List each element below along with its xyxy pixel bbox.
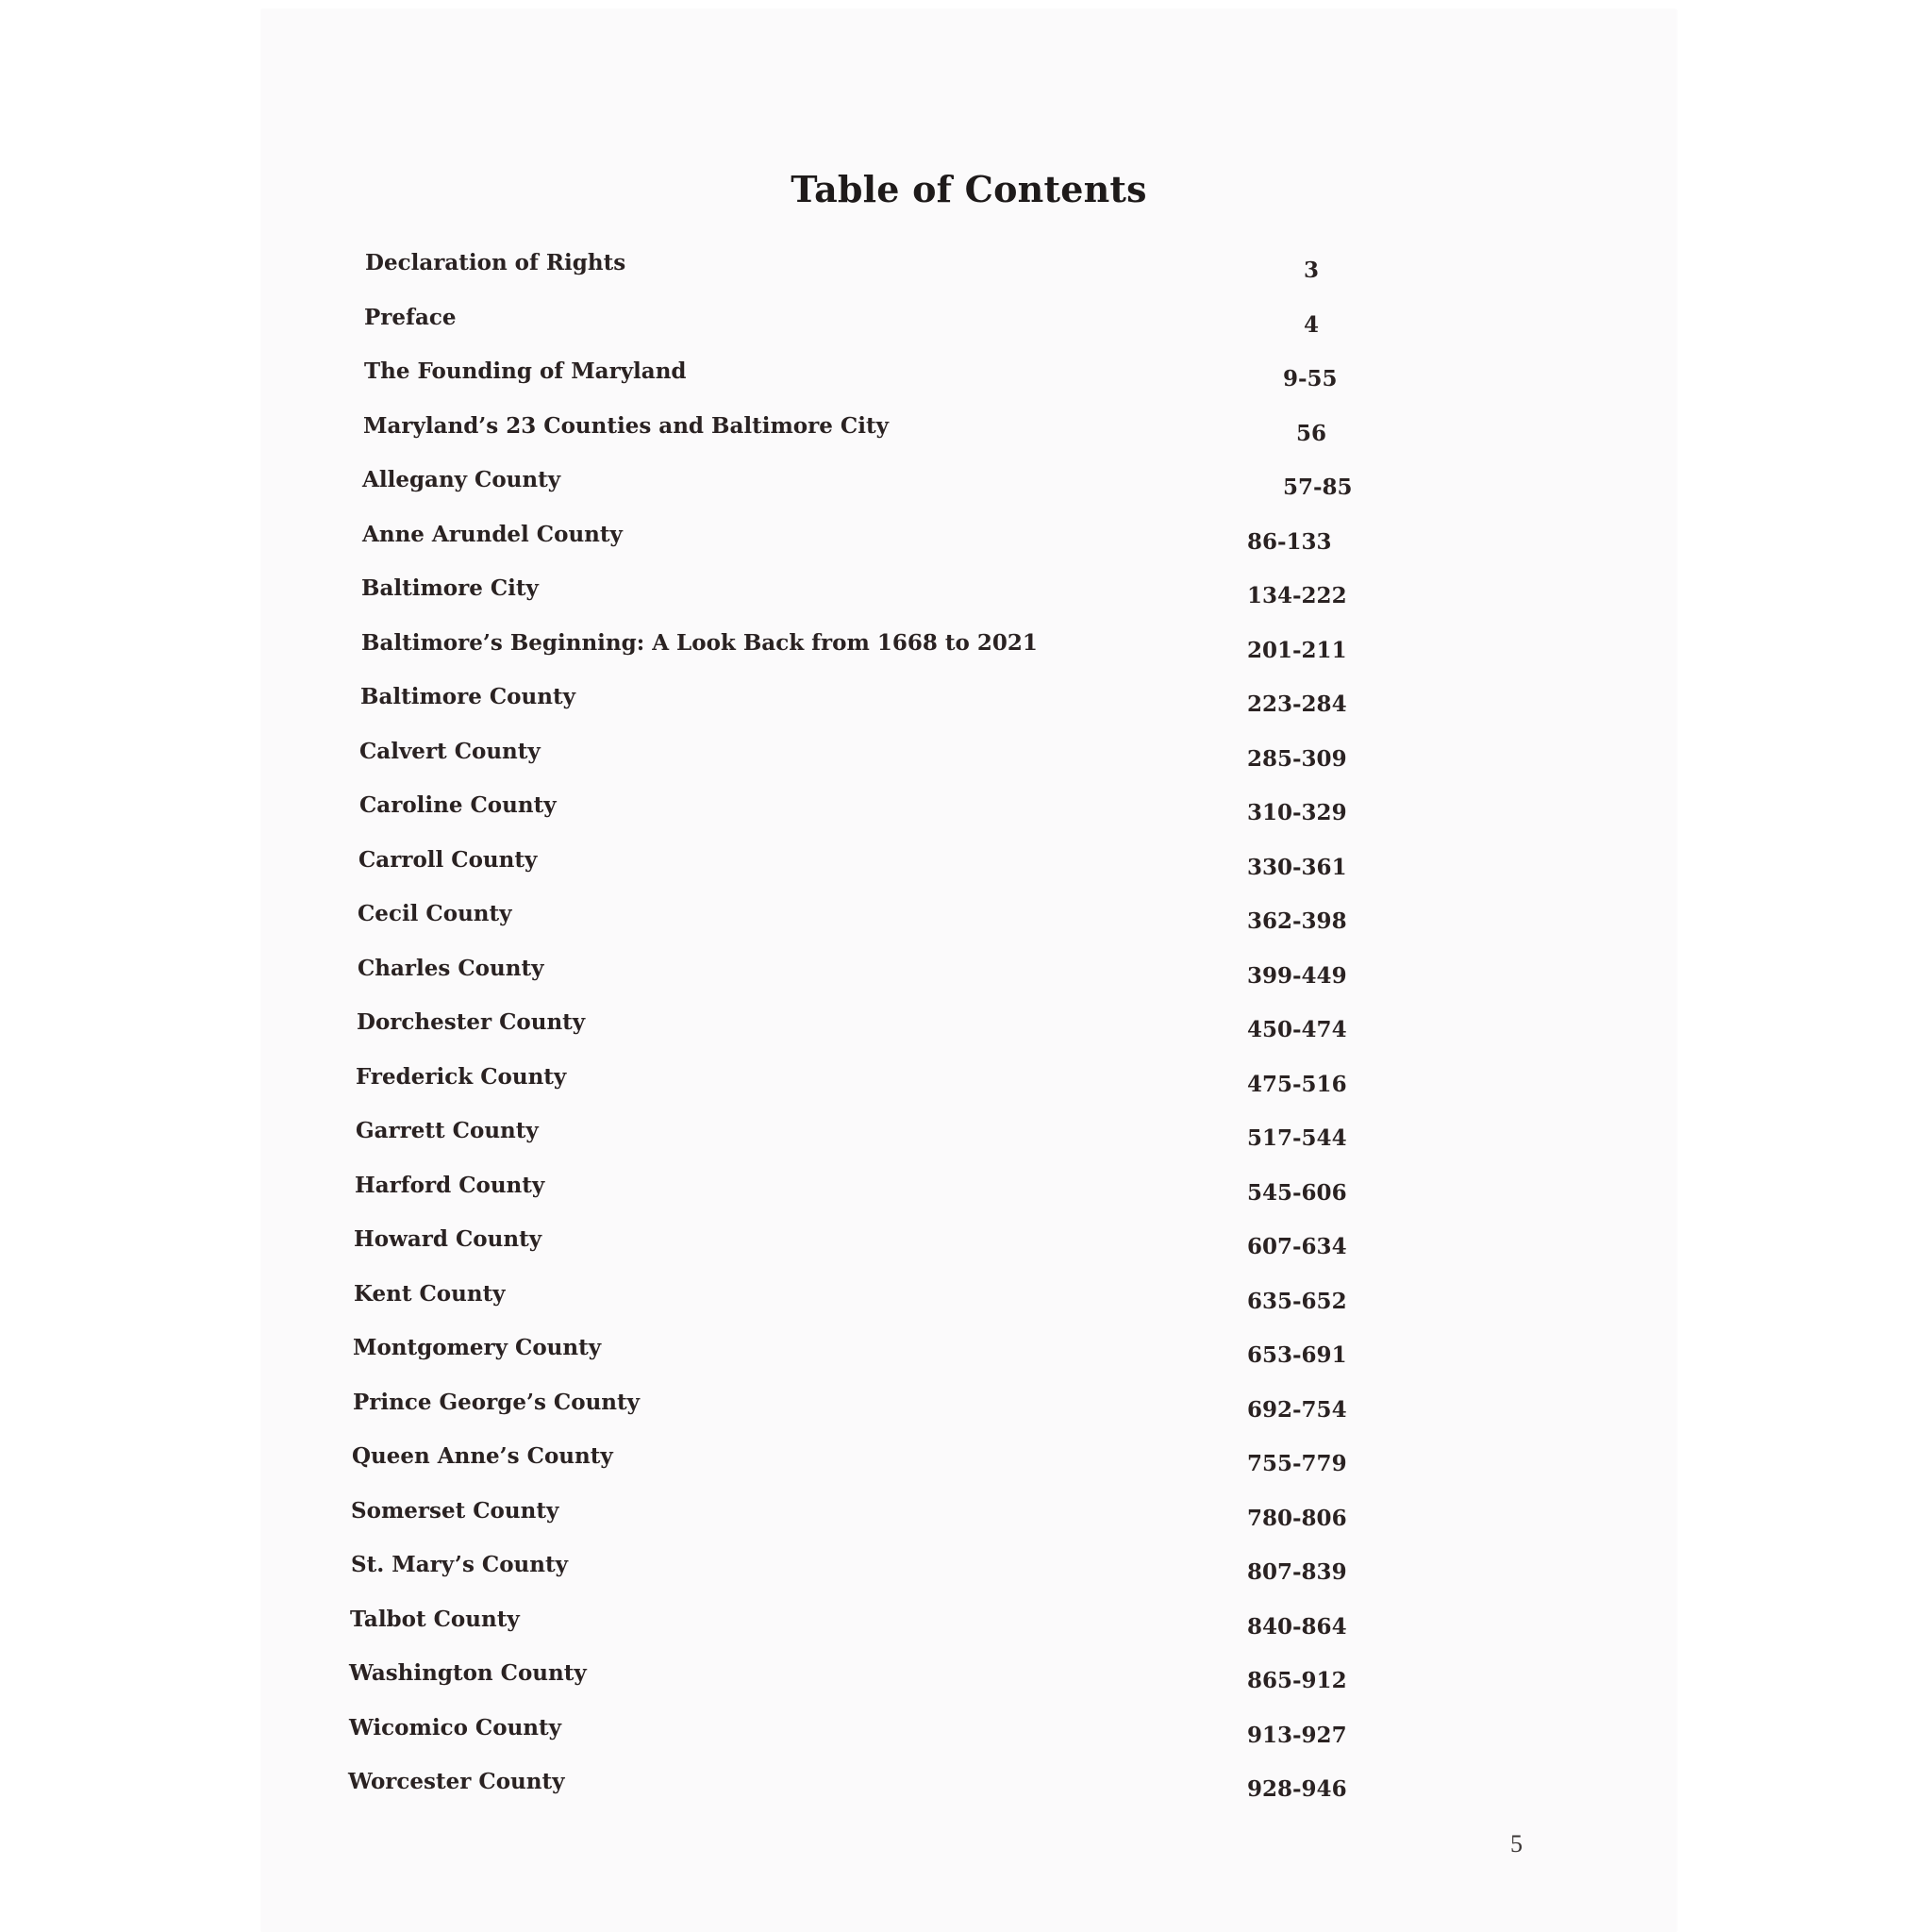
toc-entry-pages: 865-912 [1247, 1668, 1347, 1693]
toc-entry [261, 1769, 1676, 1816]
toc-entry-title: Maryland’s 23 Counties and Baltimore City [363, 413, 889, 439]
toc-entry [261, 1607, 1676, 1654]
toc-entry-title: St. Mary’s County [351, 1552, 568, 1577]
toc-entry-pages: 86-133 [1247, 529, 1332, 555]
toc-entry-title: Prince George’s County [353, 1390, 641, 1415]
toc-entry [261, 1443, 1676, 1491]
toc-entry-pages: 607-634 [1247, 1234, 1347, 1259]
toc-entry [261, 1390, 1676, 1437]
toc-entry [261, 1226, 1676, 1274]
toc-entry-title: Baltimore County [360, 684, 575, 709]
toc-entry-title: Wicomico County [349, 1715, 562, 1740]
toc-entry [261, 1715, 1676, 1762]
toc-entry [261, 1660, 1676, 1707]
toc-entry [261, 1335, 1676, 1382]
toc-entry-pages: 545-606 [1247, 1180, 1347, 1206]
toc-entry [261, 1009, 1676, 1057]
toc-entry [261, 1118, 1676, 1165]
toc-entry [261, 1552, 1676, 1599]
toc-entry [261, 792, 1676, 840]
toc-entry-pages: 330-361 [1247, 855, 1347, 880]
toc-entry-title: Charles County [358, 956, 544, 981]
toc-entry-title: Preface [364, 305, 457, 330]
toc-entry-title: The Founding of Maryland [364, 358, 687, 384]
toc-entry-pages: 56 [1296, 421, 1327, 446]
toc-entry-pages: 362-398 [1247, 908, 1347, 934]
toc-entry-pages: 310-329 [1247, 800, 1347, 825]
toc-entry-title: Howard County [354, 1226, 542, 1252]
toc-entry-title: Dorchester County [357, 1009, 586, 1035]
toc-entry [261, 358, 1676, 406]
toc-entry [261, 739, 1676, 786]
toc-entry-pages: 399-449 [1247, 963, 1347, 989]
toc-entry-title: Declaration of Rights [365, 250, 626, 275]
toc-entry-title: Calvert County [359, 739, 541, 764]
toc-entry [261, 1498, 1676, 1545]
toc-entry-pages: 57-85 [1283, 475, 1353, 500]
toc-entry-pages: 840-864 [1247, 1614, 1347, 1640]
toc-entry-pages: 3 [1304, 258, 1320, 283]
toc-entry [261, 847, 1676, 894]
toc-entry-title: Queen Anne’s County [352, 1443, 613, 1469]
toc-entry-pages: 285-309 [1247, 746, 1347, 772]
toc-entry-pages: 201-211 [1247, 638, 1347, 663]
toc-entry-title: Caroline County [359, 792, 557, 818]
toc-entry [261, 1281, 1676, 1328]
toc-entry [261, 901, 1676, 948]
toc-entry [261, 467, 1676, 514]
toc-entry [261, 1064, 1676, 1111]
toc-entry-pages: 450-474 [1247, 1017, 1347, 1042]
toc-entry-title: Baltimore’s Beginning: A Look Back from 1668 to 2021 [361, 630, 1038, 656]
toc-entry-title: Frederick County [356, 1064, 567, 1090]
page-title: Table of Contents [791, 168, 1147, 210]
toc-entry-pages: 913-927 [1247, 1723, 1347, 1748]
toc-entry-pages: 635-652 [1247, 1289, 1347, 1314]
toc-entry [261, 250, 1676, 297]
toc-entry-pages: 780-806 [1247, 1506, 1347, 1531]
toc-entry [261, 522, 1676, 569]
toc-entry [261, 305, 1676, 352]
toc-entry [261, 684, 1676, 731]
toc-entry [261, 575, 1676, 623]
toc-entry-pages: 4 [1304, 312, 1320, 338]
toc-entry [261, 956, 1676, 1003]
toc-entry-pages: 807-839 [1247, 1559, 1347, 1585]
toc-entry-title: Baltimore City [361, 575, 539, 601]
toc-entry [261, 630, 1676, 677]
toc-entry-pages: 653-691 [1247, 1342, 1347, 1368]
toc-entry-title: Worcester County [348, 1769, 565, 1794]
toc-entry-title: Kent County [354, 1281, 506, 1307]
toc-entry-title: Anne Arundel County [362, 522, 623, 547]
toc-entry-pages: 928-946 [1247, 1776, 1347, 1802]
toc-entry [261, 413, 1676, 460]
toc-entry-title: Carroll County [358, 847, 538, 873]
toc-entry-pages: 692-754 [1247, 1397, 1347, 1423]
document-page [261, 9, 1676, 1932]
toc-entry-title: Washington County [349, 1660, 587, 1686]
toc-entry-title: Garrett County [356, 1118, 539, 1143]
toc-entry-pages: 9-55 [1283, 366, 1338, 391]
toc-entry-pages: 517-544 [1247, 1125, 1347, 1151]
toc-entry [261, 1173, 1676, 1220]
toc-entry-pages: 755-779 [1247, 1451, 1347, 1476]
toc-entry-title: Harford County [355, 1173, 545, 1198]
toc-entry-pages: 475-516 [1247, 1072, 1347, 1097]
toc-entry-pages: 223-284 [1247, 691, 1347, 717]
toc-entry-title: Montgomery County [353, 1335, 602, 1360]
page-number: 5 [1510, 1830, 1523, 1857]
toc-entry-title: Somerset County [351, 1498, 559, 1524]
toc-entry-title: Allegany County [362, 467, 561, 492]
toc-list [261, 9, 1676, 1932]
toc-entry-pages: 134-222 [1247, 583, 1347, 608]
toc-entry-title: Cecil County [358, 901, 512, 926]
toc-entry-title: Talbot County [350, 1607, 520, 1632]
